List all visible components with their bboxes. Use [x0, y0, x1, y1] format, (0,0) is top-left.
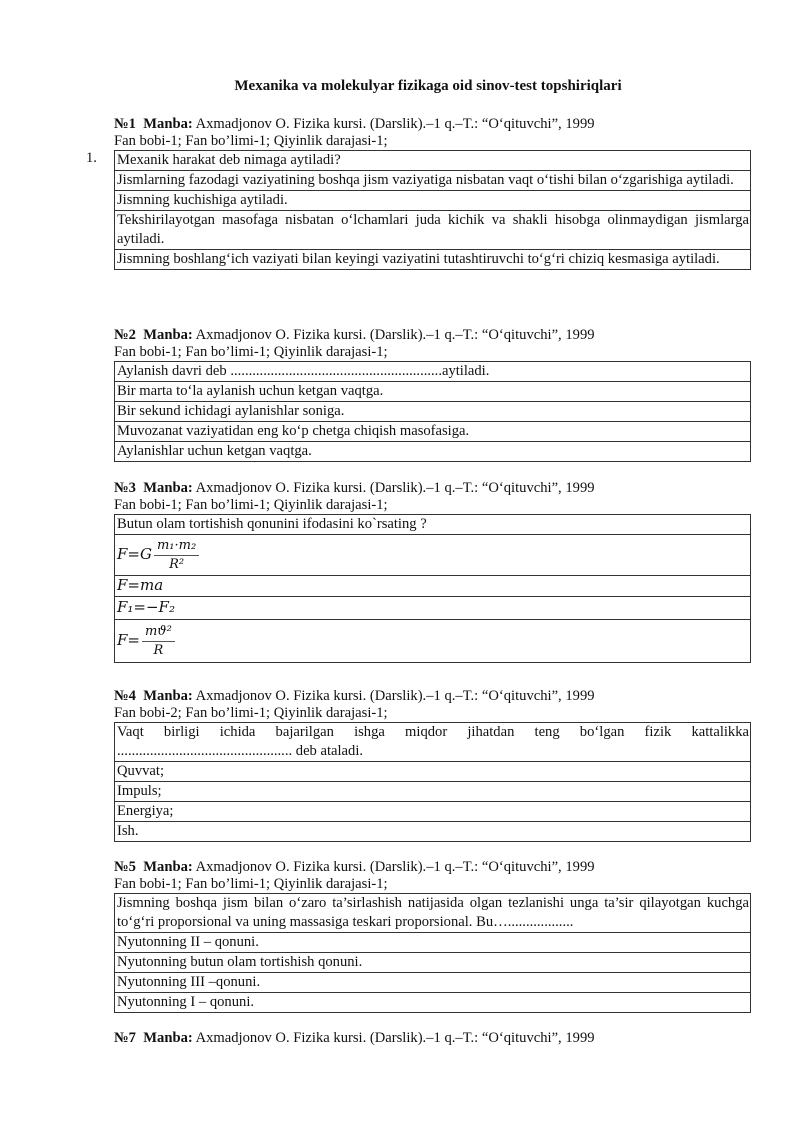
question-number: №7 [114, 1030, 136, 1046]
source-line [114, 1030, 751, 1047]
source-label: Manba: [143, 327, 193, 343]
question-number: №2 [114, 327, 136, 343]
fraction-denominator: R² [169, 556, 185, 572]
answer-option[interactable]: Nyutonning III –qonuni. [115, 973, 751, 993]
question-block-3 [114, 480, 751, 663]
question-block-1 [86, 116, 751, 270]
formula-fraction [142, 624, 175, 659]
source-label: Manba: [143, 480, 193, 496]
answer-table [114, 361, 751, 462]
fraction-numerator: mϑ² [142, 624, 175, 642]
answer-option[interactable]: Bir sekund ichidagi aylanishlar soniga. [115, 402, 751, 422]
answer-option[interactable]: Aylanishlar uchun ketgan vaqtga. [115, 442, 751, 462]
answer-option[interactable]: Jismning kuchishiga aytiladi. [115, 191, 751, 211]
question-block-2 [114, 327, 751, 462]
question-meta: Fan bobi-2; Fan bo’limi-1; Qiyinlik darajasi-1; [114, 705, 388, 721]
question-block-4 [114, 688, 751, 842]
question-meta: Fan bobi-1; Fan bo’limi-1; Qiyinlik darajasi-1; [114, 344, 388, 360]
answer-option[interactable]: Jismning boshlang‘ich vaziyati bilan keyingi vaziyatini tutashtiruvchi to‘g‘ri chiziq kesmasiga aytiladi. [115, 250, 751, 270]
answer-table [114, 514, 751, 663]
answer-option[interactable] [115, 597, 751, 620]
answer-option[interactable]: Nyutonning II – qonuni. [115, 933, 751, 953]
question-number: №3 [114, 480, 136, 496]
question-meta: Fan bobi-1; Fan bo’limi-1; Qiyinlik darajasi-1; [114, 497, 388, 513]
answer-option[interactable] [115, 535, 751, 576]
formula-lhs: F= [117, 630, 140, 649]
question-block-5 [114, 859, 751, 1013]
formula: F=ma [117, 576, 164, 594]
source-line [114, 327, 751, 344]
answer-table [114, 722, 751, 842]
source-label: Manba: [143, 1030, 193, 1046]
source-label: Manba: [143, 116, 193, 132]
question-index: 1. [86, 150, 97, 166]
document-title: Mexanika va molekulyar fizikaga oid sinov-test topshiriqlari [234, 78, 622, 94]
answer-table [114, 150, 751, 270]
answer-option[interactable]: Tekshirilayotgan masofaga nisbatan o‘lchamlari juda kichik va shakli hisobga olinmaydigan jismlarga aytiladi. [115, 211, 751, 250]
fraction-numerator: m₁·m₂ [154, 538, 199, 556]
answer-option[interactable]: Bir marta to‘la aylanish uchun ketgan vaqtga. [115, 382, 751, 402]
answer-option[interactable]: Nyutonning butun olam tortishish qonuni. [115, 953, 751, 973]
source-label: Manba: [143, 688, 193, 704]
question-text: Mexanik harakat deb nimaga aytiladi? [115, 151, 751, 171]
question-text: Butun olam tortishish qonunini ifodasini ko`rsating ? [115, 515, 751, 535]
source-line [114, 859, 751, 876]
answer-option[interactable]: Ish. [115, 822, 751, 842]
question-text: Aylanish davri deb ..........................................................aytiladi. [115, 362, 751, 382]
question-meta: Fan bobi-1; Fan bo’limi-1; Qiyinlik darajasi-1; [114, 876, 388, 892]
question-number: №4 [114, 688, 136, 704]
question-number: №5 [114, 859, 136, 875]
answer-option[interactable]: Impuls; [115, 782, 751, 802]
source-text: Axmadjonov O. Fizika kursi. (Darslik).–1 q.–T.: “O‘qituvchi”, 1999 [195, 480, 595, 496]
answer-option[interactable] [115, 576, 751, 597]
answer-option[interactable]: Energiya; [115, 802, 751, 822]
source-text: Axmadjonov O. Fizika kursi. (Darslik).–1 q.–T.: “O‘qituvchi”, 1999 [195, 1030, 595, 1046]
answer-option[interactable] [115, 620, 751, 663]
answer-option[interactable]: Nyutonning I – qonuni. [115, 993, 751, 1013]
answer-option[interactable]: Quvvat; [115, 762, 751, 782]
source-text: Axmadjonov O. Fizika kursi. (Darslik).–1 q.–T.: “O‘qituvchi”, 1999 [195, 688, 595, 704]
formula-fraction [154, 538, 199, 573]
formula: F₁=−F₂ [117, 598, 175, 616]
question-text: Vaqt birligi ichida bajarilgan ishga miqdor jihatdan teng bo‘lgan fizik kattalikka ................................................ deb ataladi. [115, 723, 751, 762]
source-line [114, 480, 751, 497]
formula-lhs: F=G [117, 544, 152, 563]
question-meta: Fan bobi-1; Fan bo’limi-1; Qiyinlik darajasi-1; [114, 133, 388, 149]
source-line [114, 688, 751, 705]
answer-table [114, 893, 751, 1013]
source-label: Manba: [143, 859, 193, 875]
answer-option[interactable]: Muvozanat vaziyatidan eng ko‘p chetga chiqish masofasiga. [115, 422, 751, 442]
fraction-denominator: R [153, 642, 164, 658]
question-text: Jismning boshqa jism bilan o‘zaro ta’sirlashish natijasida olgan tezlanishi unga ta’sir qilayotgan kuchga to‘g‘ri proporsional va uning massasiga teskari proporsional. Bu….................. [115, 894, 751, 933]
question-number: №1 [114, 116, 136, 132]
source-text: Axmadjonov O. Fizika kursi. (Darslik).–1 q.–T.: “O‘qituvchi”, 1999 [195, 859, 595, 875]
answer-option[interactable]: Jismlarning fazodagi vaziyatining boshqa jism vaziyatiga nisbatan vaqt o‘tishi bilan o‘zgarishiga aytiladi. [115, 171, 751, 191]
question-block-7 [114, 1030, 751, 1047]
source-text: Axmadjonov O. Fizika kursi. (Darslik).–1 q.–T.: “O‘qituvchi”, 1999 [195, 116, 595, 132]
source-line [114, 116, 751, 133]
source-text: Axmadjonov O. Fizika kursi. (Darslik).–1 q.–T.: “O‘qituvchi”, 1999 [195, 327, 595, 343]
